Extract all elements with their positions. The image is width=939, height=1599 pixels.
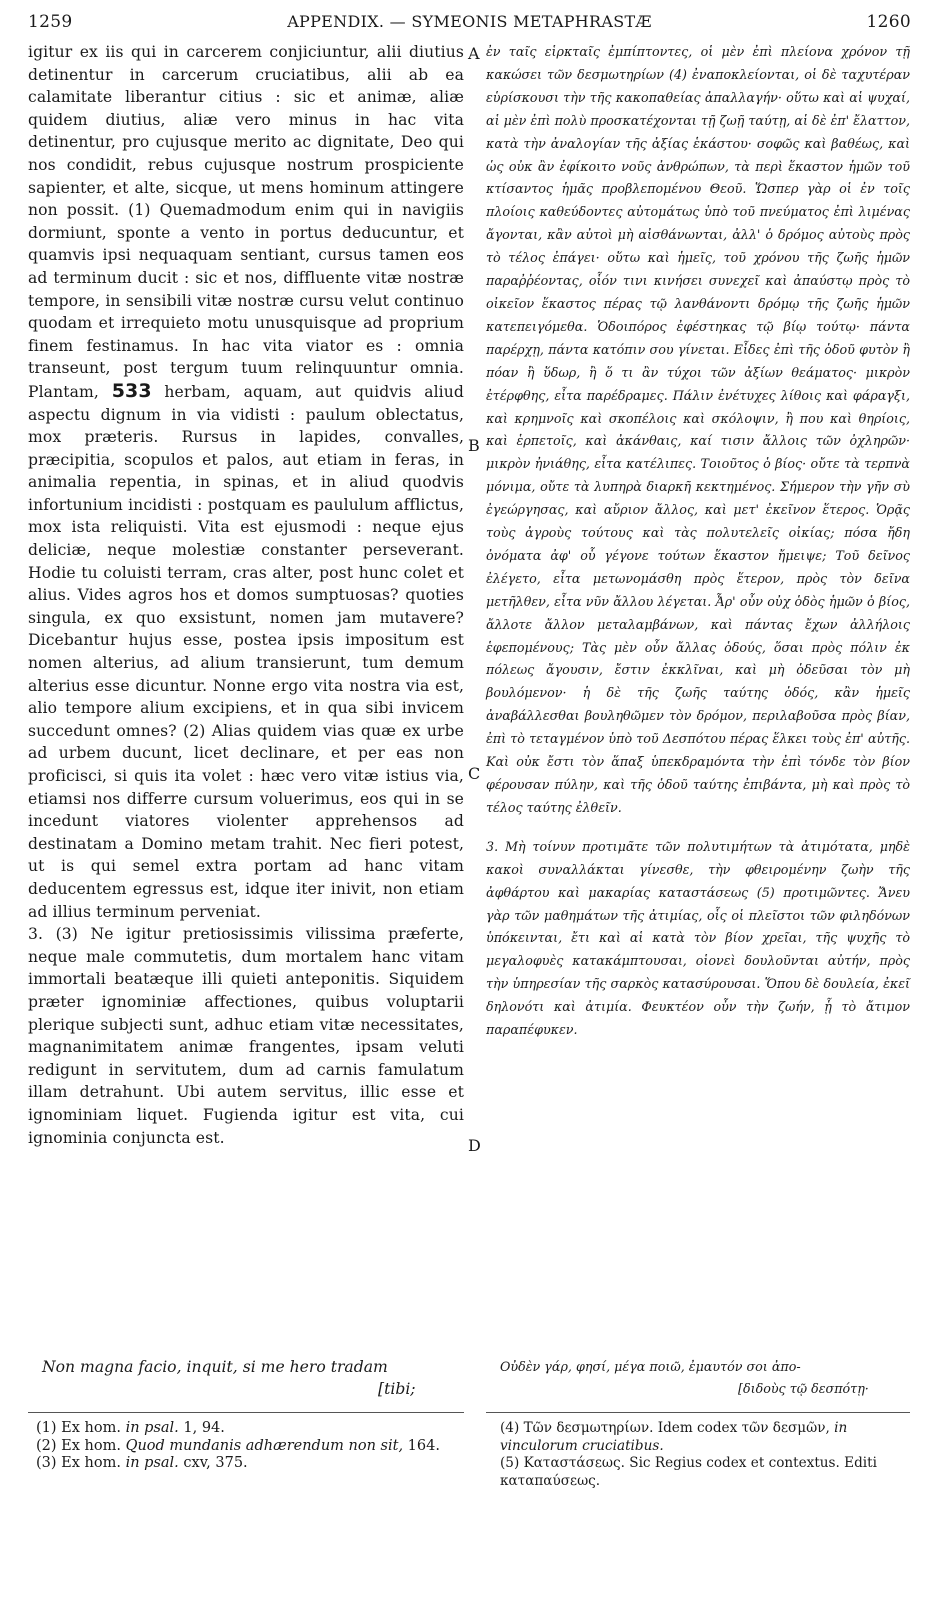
footnote-number: (3): [36, 1455, 57, 1472]
greek-paragraph-2: 3. Μὴ τοίνυν προτιμᾶτε τῶν πολυτιμήτων τὰ ἀτιμότατα, μηδὲ κακοὶ συναλλάκται γίνεσθε, τὴν φθειρομένην ζωὴν τῆς ἀφθάρτου καὶ μακαρίας καταστάσεως (5) προτιμῶντες. Ἄνευ γὰρ τῶν μαθημάτων τῆς ἀτιμίας, οἷς οἱ πλεῖστοι τῶν φιληδόνων ὑπόκεινται, ἔτι καὶ αἱ κατὰ τὸν βίον χρεῖαι, τῆς ψυχῆς τὸ μεγαλοφυὲς κατακάμπτουσαι, οἱονεὶ δουλοῦνται αὐτήν, πρὸς τὴν ὑπηρεσίαν τῆς σαρκὸς κατασύρουσαι. Ὅπου δὲ δουλεία, ἐκεῖ δηλονότι καὶ ἀτιμία. Φευκτέον οὖν τὴν ζωήν, ᾗ τὸ ἄτιμον παραπέφυκεν.: [486, 838, 910, 1038]
greek-footnotes: [500, 1420, 910, 1490]
latin-column: [28, 41, 464, 1149]
page-number-right: 1260: [866, 12, 911, 32]
latin-text-1b: herbam, aquam, aut quidvis aliud aspectu dignum in via vidisti : paulum oblectatus, mox præteris. Rursus in lapides, convalles, præcipitia, scopulos et palos, aut etiam in feras, in animalia repentia, in spinas, et in aliud quodvis infortunium incidisti : postquam es paululum afflictus, mox ista reliquisti. Vita est ejusmodi : neque ejus deliciæ, neque molestiæ constanter perseverant. Hodie tu coluisti terram, cras alter, post hunc colet et alius. Vides agros hos et domos sumptuosas? quoties singula, ex quo exsistunt, nomen jam mutavere? Dicebantur hujus esse, postea ipsis impositum est nomen alterius, ad alium transierunt, tum demum alterius esse dicuntur. Nonne ergo vita nostra via est, alio tempore alium excipiens, et in qua sibi invicem succedunt omnes? (2) Alias quidem vias quæ ex urbe ad urbem ducunt, licet declinare, et per eas non proficisci, si quis ita volet : hæc vero vitæ istius via, etiamsi nos differre cursum voluerimus, eos qui in se incedunt viatores violenter apprehensos ad destinatam a Domino metam trahit. Nec fieri potest, ut is qui semel extra portam ad hanc vitam deducentem egressus est, idque iter inivit, non etiam ad illius terminum perveniat.: [28, 382, 464, 921]
greek-column: [486, 41, 910, 1042]
greek-verse-line-2: [διδοὺς τῷ δεσπότῃ·: [738, 1381, 869, 1396]
footnote-rule-greek: [486, 1412, 910, 1413]
latin-text-1: igitur ex iis qui in carcerem conjiciuntur, alii diutius detinentur in carcerum cruciatibus, alii ab ea calamitate liberantur citius : sic et animæ, aliæ quidem diutius, aliæ vero minus in hac vita detinentur, pro cujusque merito ac dignitate, Deo qui nos condidit, rebus cujusque nostrum prospiciente sapienter, et alte, sicque, ut mens hominum attingere non possit. (1) Quemadmodum enim qui in navigiis dormiunt, sponte a vento in portus deducuntur, et quamvis ipsi nequaquam sentiant, cursus tamen eos ad terminum ducit : sic et nos, diffluente vitæ nostræ tempore, in sensibili vitæ nostræ cursu velut continuo quodam et irrequieto motu unusquisque ad proprium finem festinamus. In hac vita viator es : omnia transeunt, post tergum tuum relinquuntur omnia. Plantam,: [28, 43, 464, 401]
latin-paragraph-1: [28, 41, 464, 923]
footnote-text: Τῶν δεσμωτηρίων. Idem codex τῶν δεσμῶν,: [523, 1420, 830, 1436]
latin-verse-line-1: Non magna facio, inquit, si me hero tradam: [42, 1358, 388, 1376]
footnote-text: Ex hom.: [61, 1437, 126, 1454]
footnote-4: [500, 1420, 910, 1455]
latin-footnotes: [28, 1420, 464, 1473]
footnote-1: [28, 1420, 464, 1438]
running-title: APPENDIX. — SYMEONIS METAPHRASTÆ: [287, 12, 652, 31]
greek-verse-line-1: Οὐδὲν γάρ, φησί, μέγα ποιῶ, ἐμαυτόν σοι ἀπο-: [500, 1359, 801, 1374]
page-header: [28, 12, 911, 38]
footnote-italic: in vinculorum cruciatibus.: [500, 1420, 848, 1454]
margin-letter-d: D: [468, 1136, 481, 1155]
footnote-text: 164.: [403, 1437, 440, 1454]
column-number: 533: [111, 379, 152, 402]
margin-letter-c: C: [468, 764, 481, 783]
footnote-rule-latin: [28, 1412, 464, 1413]
footnote-number: (4): [500, 1420, 520, 1436]
footnote-text: cxv, 375.: [178, 1455, 248, 1472]
footnote-text: Ex hom.: [61, 1455, 126, 1472]
footnote-text: Καταστάσεως. Sic Regius codex et contextus. Editi καταπαύσεως.: [500, 1455, 877, 1489]
footnote-number: (2): [36, 1437, 57, 1454]
footnote-italic: in psal.: [125, 1420, 179, 1436]
latin-verse-line-2: [tibi;: [378, 1380, 416, 1398]
footnote-5: [500, 1455, 910, 1490]
footnote-text: Ex hom.: [61, 1420, 126, 1436]
footnote-2: [28, 1438, 464, 1456]
margin-letter-b: B: [468, 436, 480, 455]
footnote-3: [28, 1455, 464, 1473]
greek-paragraph-1: ἐν ταῖς εἱρκταῖς ἐμπίπτοντες, οἱ μὲν ἐπὶ πλείονα χρόνον τῇ κακώσει τῶν δεσμωτηρίων (4) ἐναποκλείονται, οἱ δὲ ταχυτέραν εὑρίσκουσι τὴν τῆς κακοπαθείας ἀπαλλαγήν· οὕτω καὶ αἱ ψυχαί, αἱ μὲν ἐπὶ πολὺ προσκατέχονται τῇ ζωῇ ταύτῃ, αἱ δὲ ἐπ' ἔλαττον, κατὰ τὴν ἀναλογίαν τῆς ἀξίας ἑκάστου· σοφῶς καὶ βαθέως, καὶ ὡς οὐκ ἂν ἐφίκοιτο νοῦς ἀνθρώπων, τὰ περὶ ἕκαστον ἡμῶν τοῦ κτίσαντος ἡμᾶς προβλεπομένου Θεοῦ. Ὥσπερ γὰρ οἱ ἐν τοῖς πλοίοις καθεύδοντες αὐτομάτως ὑπὸ τοῦ πνεύματος ἐπὶ λιμένας ἄγονται, κἂν αὐτοὶ μὴ αἰσθάνωνται, ἀλλ' ὁ δρόμος αὐτοὺς πρὸς τὸ τέλος ἐπάγει· οὕτω καὶ ἡμεῖς, τοῦ χρόνου τῆς ζωῆς ἡμῶν παραῤῥέοντας, οἷόν τινι κινήσει συνεχεῖ καὶ ἀπαύστῳ πρὸς τὸ οἰκεῖον ἕκαστος πέρας τῷ λανθάνοντι δρόμῳ τῆς ζωῆς ἡμῶν κατεπειγόμεθα. Ὁδοιπόρος ἐφέστηκας τῷ βίῳ τούτῳ· πάντα παρέρχῃ, πάντα κατόπιν σου γίνεται. Εἶδες ἐπὶ τῆς ὁδοῦ φυτὸν ἢ πόαν ἢ ὕδωρ, ἢ ὅ τι ἂν τύχοι τῶν ἀξίων θεάματος· μικρὸν ἐτέρφθης, εἶτα παρέδραμες. Πάλιν ἐνέτυχες λίθοις καὶ φάραγξι, καὶ κρημνοῖς καὶ σκοπέλοις καὶ σκόλοψιν, ἢ που καὶ θηρίοις, καὶ ἑρπετοῖς, καὶ ἀκάνθαις, καί τισιν ἄλλοις τῶν ὀχληρῶν· μικρὸν ἠνιάθης, εἶτα κατέλιπες. Τοιοῦτος ὁ βίος· οὔτε τὰ τερπνὰ μόνιμα, οὔτε τὰ λυπηρὰ διαρκῆ κεκτημένος. Σήμερον τὴν γῆν σὺ ἐγεώργησας, καὶ αὔριον ἄλλος, καὶ μετ' ἐκεῖνον ἕτερος. Ὁρᾷς τοὺς ἀγροὺς τούτους καὶ τὰς πολυτελεῖς οἰκίας; πόσα ἤδη ὀνόματα ἀφ' οὗ γέγονε τούτων ἕκαστον ἤμειψε; Τοῦ δεῖνος ἐλέγετο, εἶτα μετωνομάσθη πρὸς ἕτερον, πρὸς τὸν δεῖνα μετῆλθεν, εἶτα νῦν ἄλλου λέγεται. Ἆρ' οὖν οὐχ ὁδὸς ἡμῶν ὁ βίος, ἄλλοτε ἄλλον μεταλαμβάνων, καὶ πάντας ἔχων ἀλλήλοις ἑφεπομένους; Τὰς μὲν οὖν ἄλλας ὁδούς, ὅσαι πρὸς πόλιν ἐκ πόλεως ἄγουσιν, ἔστιν ἐκκλῖναι, καὶ μὴ ὁδεῦσαι τὸν μὴ βουλόμενον· ἡ δὲ τῆς ζωῆς ταύτης ὁδός, κἂν ἡμεῖς ἀναβάλλεσθαι βουληθῶμεν τὸν δρόμον, περιλαβοῦσα πρὸς βίαν, ἐπὶ τὸ τεταγμένον ὑπὸ τοῦ Δεσπότου πέρας ἕλκει τοὺς ἐπ' αὐτῆς. Καὶ οὐκ ἔστι τὸν ἅπαξ ὑπεκδραμόντα τὴν ἐπὶ τόνδε τὸν βίον φέρουσαν πύλην, καὶ τῆς ὁδοῦ ταύτης ἐπιβάντα, μὴ καὶ πρὸς τὸ τέλος ταύτης ἐλθεῖν.: [486, 44, 910, 815]
footnote-number: (1): [36, 1420, 57, 1436]
latin-paragraph-2: 3. (3) Ne igitur pretiosissimis vilissima præferte, neque male commutetis, dum mortalem hanc vitam immortali beatæque illi quieti anteponitis. Siquidem præter ignominiæ affectiones, quibus voluptarii plerique subjecti sunt, adhuc etiam vitæ necessitates, magnanimitatem animæ frangentes, ipsam veluti redigunt in servitutem, dum ad carnis famulatum illam detrahunt. Ubi autem servitus, illic esse et ignominiam liquet. Fugienda igitur est vita, cui ignominia conjuncta est.: [28, 925, 464, 1147]
footnote-number: (5): [500, 1455, 520, 1472]
footnote-italic: Quod mundanis adhærendum non sit,: [125, 1437, 404, 1454]
margin-letter-a: A: [468, 44, 480, 63]
footnote-italic: in psal.: [125, 1455, 179, 1472]
page-number-left: 1259: [28, 12, 73, 32]
footnote-text: 1, 94.: [178, 1420, 225, 1436]
